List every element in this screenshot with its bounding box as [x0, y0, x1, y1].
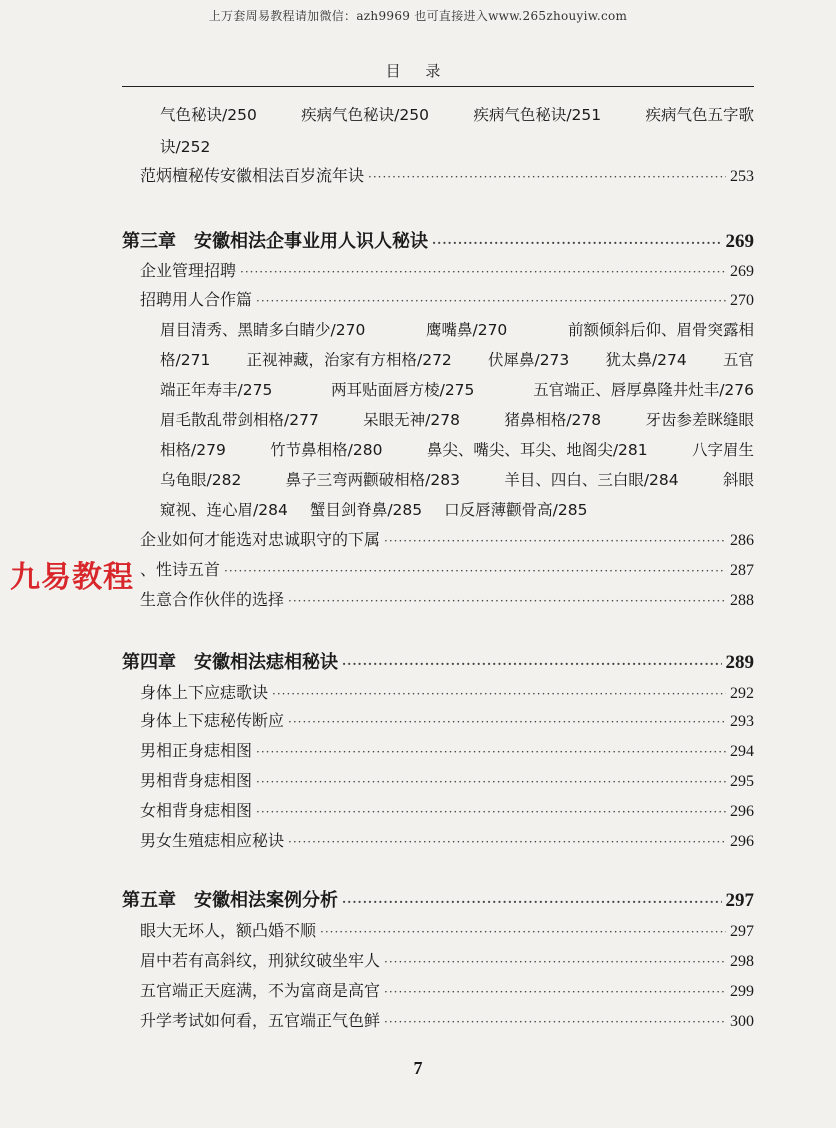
toc-subitem: 端正年寿丰/275: [160, 381, 273, 399]
toc-chapter[interactable]: [122, 648, 754, 674]
toc-entry-label: 女相背身痣相图: [140, 801, 253, 820]
leader-dots: [256, 294, 726, 308]
toc-entry-page: 270: [730, 292, 754, 309]
page-header-title: 目 录: [385, 62, 451, 80]
toc-entry[interactable]: [140, 258, 754, 281]
toc-entry[interactable]: [140, 287, 754, 310]
leader-dots: [240, 265, 726, 279]
brand-watermark-logo: 九易教程: [10, 560, 134, 595]
toc-subline: [160, 135, 754, 157]
chapter-page: 297: [725, 890, 754, 911]
toc-entry[interactable]: [140, 768, 754, 791]
toc-subitem: 八字眉生: [691, 441, 754, 459]
leader-dots: [384, 985, 726, 999]
toc-subline: [160, 378, 754, 400]
toc-subitem: 疾病气色秘诀/251: [473, 106, 602, 124]
toc-subitem: 犹太鼻/274: [605, 351, 687, 369]
toc-entry-label: 身体上下痣秘传断应: [140, 711, 285, 730]
toc-subitem: 疾病气色秘诀/250: [301, 106, 429, 124]
toc-subitem: 相格/279: [160, 441, 226, 459]
toc-entry[interactable]: [140, 738, 754, 761]
toc-entry-label: 范炳檀秘传安徽相法百岁流年诀: [140, 166, 365, 185]
toc-chapter[interactable]: [122, 227, 754, 253]
toc-entry-label: 企业如何才能选对忠诚职守的下属: [140, 530, 381, 549]
toc-entry-label: 眉中若有高斜纹，刑狱纹破坐牢人: [140, 951, 381, 970]
toc-entry-page: 296: [730, 803, 754, 820]
toc-entry-page: 293: [730, 713, 754, 730]
leader-dots: [288, 715, 726, 729]
leader-dots: [256, 745, 726, 759]
toc-subitem: 格/271: [160, 351, 211, 369]
toc-entry-label: 、性诗五首: [140, 560, 221, 579]
page-number: 7: [413, 1058, 423, 1078]
toc-entry-page: 299: [730, 983, 754, 1000]
toc-subitem: 鼻尖、嘴尖、耳尖、地阁尖/281: [426, 441, 648, 459]
chapter-title: 第三章 安徽相法企事业用人识人秘诀: [122, 231, 428, 252]
toc-subitem: 呆眼无神/278: [363, 411, 460, 429]
toc-entry-label: 升学考试如何看，五官端正气色鲜: [140, 1011, 381, 1030]
toc-entry[interactable]: [140, 828, 754, 851]
toc-entry-page: 253: [730, 168, 754, 185]
chapter-page: 269: [725, 231, 754, 252]
leader-dots: [342, 657, 722, 671]
leader-dots: [288, 835, 726, 849]
leader-dots: [384, 534, 726, 548]
toc-subitem: 窥视、连心眉/284: [160, 501, 288, 519]
leader-dots: [256, 775, 726, 789]
toc-entry-page: 287: [730, 562, 754, 579]
toc-entry-page: 300: [730, 1013, 754, 1030]
toc-entry-label: 眼大无坏人，额凸婚不顺: [140, 921, 317, 940]
chapter-title: 第五章 安徽相法案例分析: [122, 890, 338, 911]
toc-subitem: 两耳贴面唇方棱/275: [331, 381, 475, 399]
chapter-title: 第四章 安徽相法痣相秘诀: [122, 652, 338, 673]
toc-chapter[interactable]: [122, 886, 754, 912]
toc-entry-label: 企业管理招聘: [140, 261, 237, 280]
toc-subitem: 蟹目剑脊鼻/285: [309, 501, 423, 519]
toc-entry[interactable]: [140, 557, 754, 580]
toc-entry-label: 男女生殖痣相应秘诀: [140, 831, 285, 850]
leader-dots: [432, 236, 722, 250]
toc-entry[interactable]: [140, 978, 754, 1001]
toc-subitem: 眉目清秀、黑睛多白睛少/270: [160, 321, 366, 339]
toc-entry-label: 招聘用人合作篇: [140, 290, 253, 309]
toc-subitem: 竹节鼻相格/280: [270, 441, 383, 459]
toc-subline: [160, 438, 754, 460]
toc-entry-label: 生意合作伙伴的选择: [140, 590, 285, 609]
toc-subitem: 前额倾斜后仰、眉骨突露相: [567, 321, 754, 339]
toc-subitem: 诀/252: [160, 138, 211, 156]
leader-dots: [256, 805, 726, 819]
toc-entry-page: 294: [730, 743, 754, 760]
toc-entry-page: 296: [730, 833, 754, 850]
toc-subitem: 鹰嘴鼻/270: [425, 321, 508, 339]
toc-subitem: 猪鼻相格/278: [504, 411, 602, 429]
toc-subitem: 羊目、四白、三白眼/284: [504, 471, 679, 489]
toc-entry[interactable]: [140, 948, 754, 971]
toc-entry[interactable]: [140, 798, 754, 821]
toc-entry-page: 297: [730, 923, 754, 940]
header-divider: [122, 86, 754, 87]
toc-subitem: 正视神藏，治家有方相格/272: [246, 351, 452, 369]
toc-subline: [160, 318, 754, 340]
toc-entry-label: 男相正身痣相图: [140, 741, 253, 760]
toc-entry-page: 292: [730, 685, 754, 702]
toc-subline: [160, 408, 754, 430]
toc-subitem: 五官: [722, 351, 754, 369]
toc-entry-page: 288: [730, 592, 754, 609]
toc-entry[interactable]: [140, 918, 754, 941]
watermark-text: 上万套周易教程请加微信：azh9969 也可直接进入www.265zhouyiw.com: [208, 9, 628, 23]
toc-subitem: 口反唇薄颧骨高/285: [444, 501, 588, 519]
toc-entry[interactable]: [140, 680, 754, 703]
toc-entry[interactable]: [140, 527, 754, 550]
toc-subitem: 伏犀鼻/273: [487, 351, 570, 369]
toc-entry-label: 五官端正天庭满，不为富商是高官: [140, 981, 381, 1000]
toc-entry[interactable]: [140, 163, 754, 186]
leader-dots: [342, 895, 722, 909]
toc-entry-page: 286: [730, 532, 754, 549]
toc-subline: [160, 348, 754, 370]
toc-subitem: 牙齿参差眯缝眼: [645, 411, 754, 429]
toc-entry-page: 298: [730, 953, 754, 970]
toc-subitem: 鼻子三弯两颧破相格/283: [285, 471, 460, 489]
toc-subitem: 气色秘诀/250: [160, 106, 257, 124]
leader-dots: [368, 170, 726, 184]
toc-subline: [160, 103, 754, 125]
leader-dots: [224, 564, 726, 578]
toc-subitem: 疾病气色五字歌: [645, 106, 754, 124]
leader-dots: [272, 687, 726, 701]
toc-subitem: 乌龟眼/282: [160, 471, 242, 489]
leader-dots: [320, 925, 726, 939]
toc-entry-label: 男相背身痣相图: [140, 771, 253, 790]
toc-entry-page: 295: [730, 773, 754, 790]
leader-dots: [288, 594, 726, 608]
toc-subitem: 五官端正、唇厚鼻隆井灶丰/276: [533, 381, 754, 399]
toc-entry[interactable]: [140, 587, 754, 610]
toc-entry-label: 身体上下应痣歌诀: [140, 683, 269, 702]
leader-dots: [384, 955, 726, 969]
toc-subitem: 斜眼: [722, 471, 754, 489]
toc-subline: [160, 498, 754, 520]
chapter-page: 289: [725, 652, 754, 673]
toc-subline: [160, 468, 754, 490]
toc-entry[interactable]: [140, 708, 754, 731]
toc-entry[interactable]: [140, 1008, 754, 1031]
leader-dots: [384, 1015, 726, 1029]
toc-subitem: 眉毛散乱带剑相格/277: [160, 411, 319, 429]
toc-entry-page: 269: [730, 263, 754, 280]
